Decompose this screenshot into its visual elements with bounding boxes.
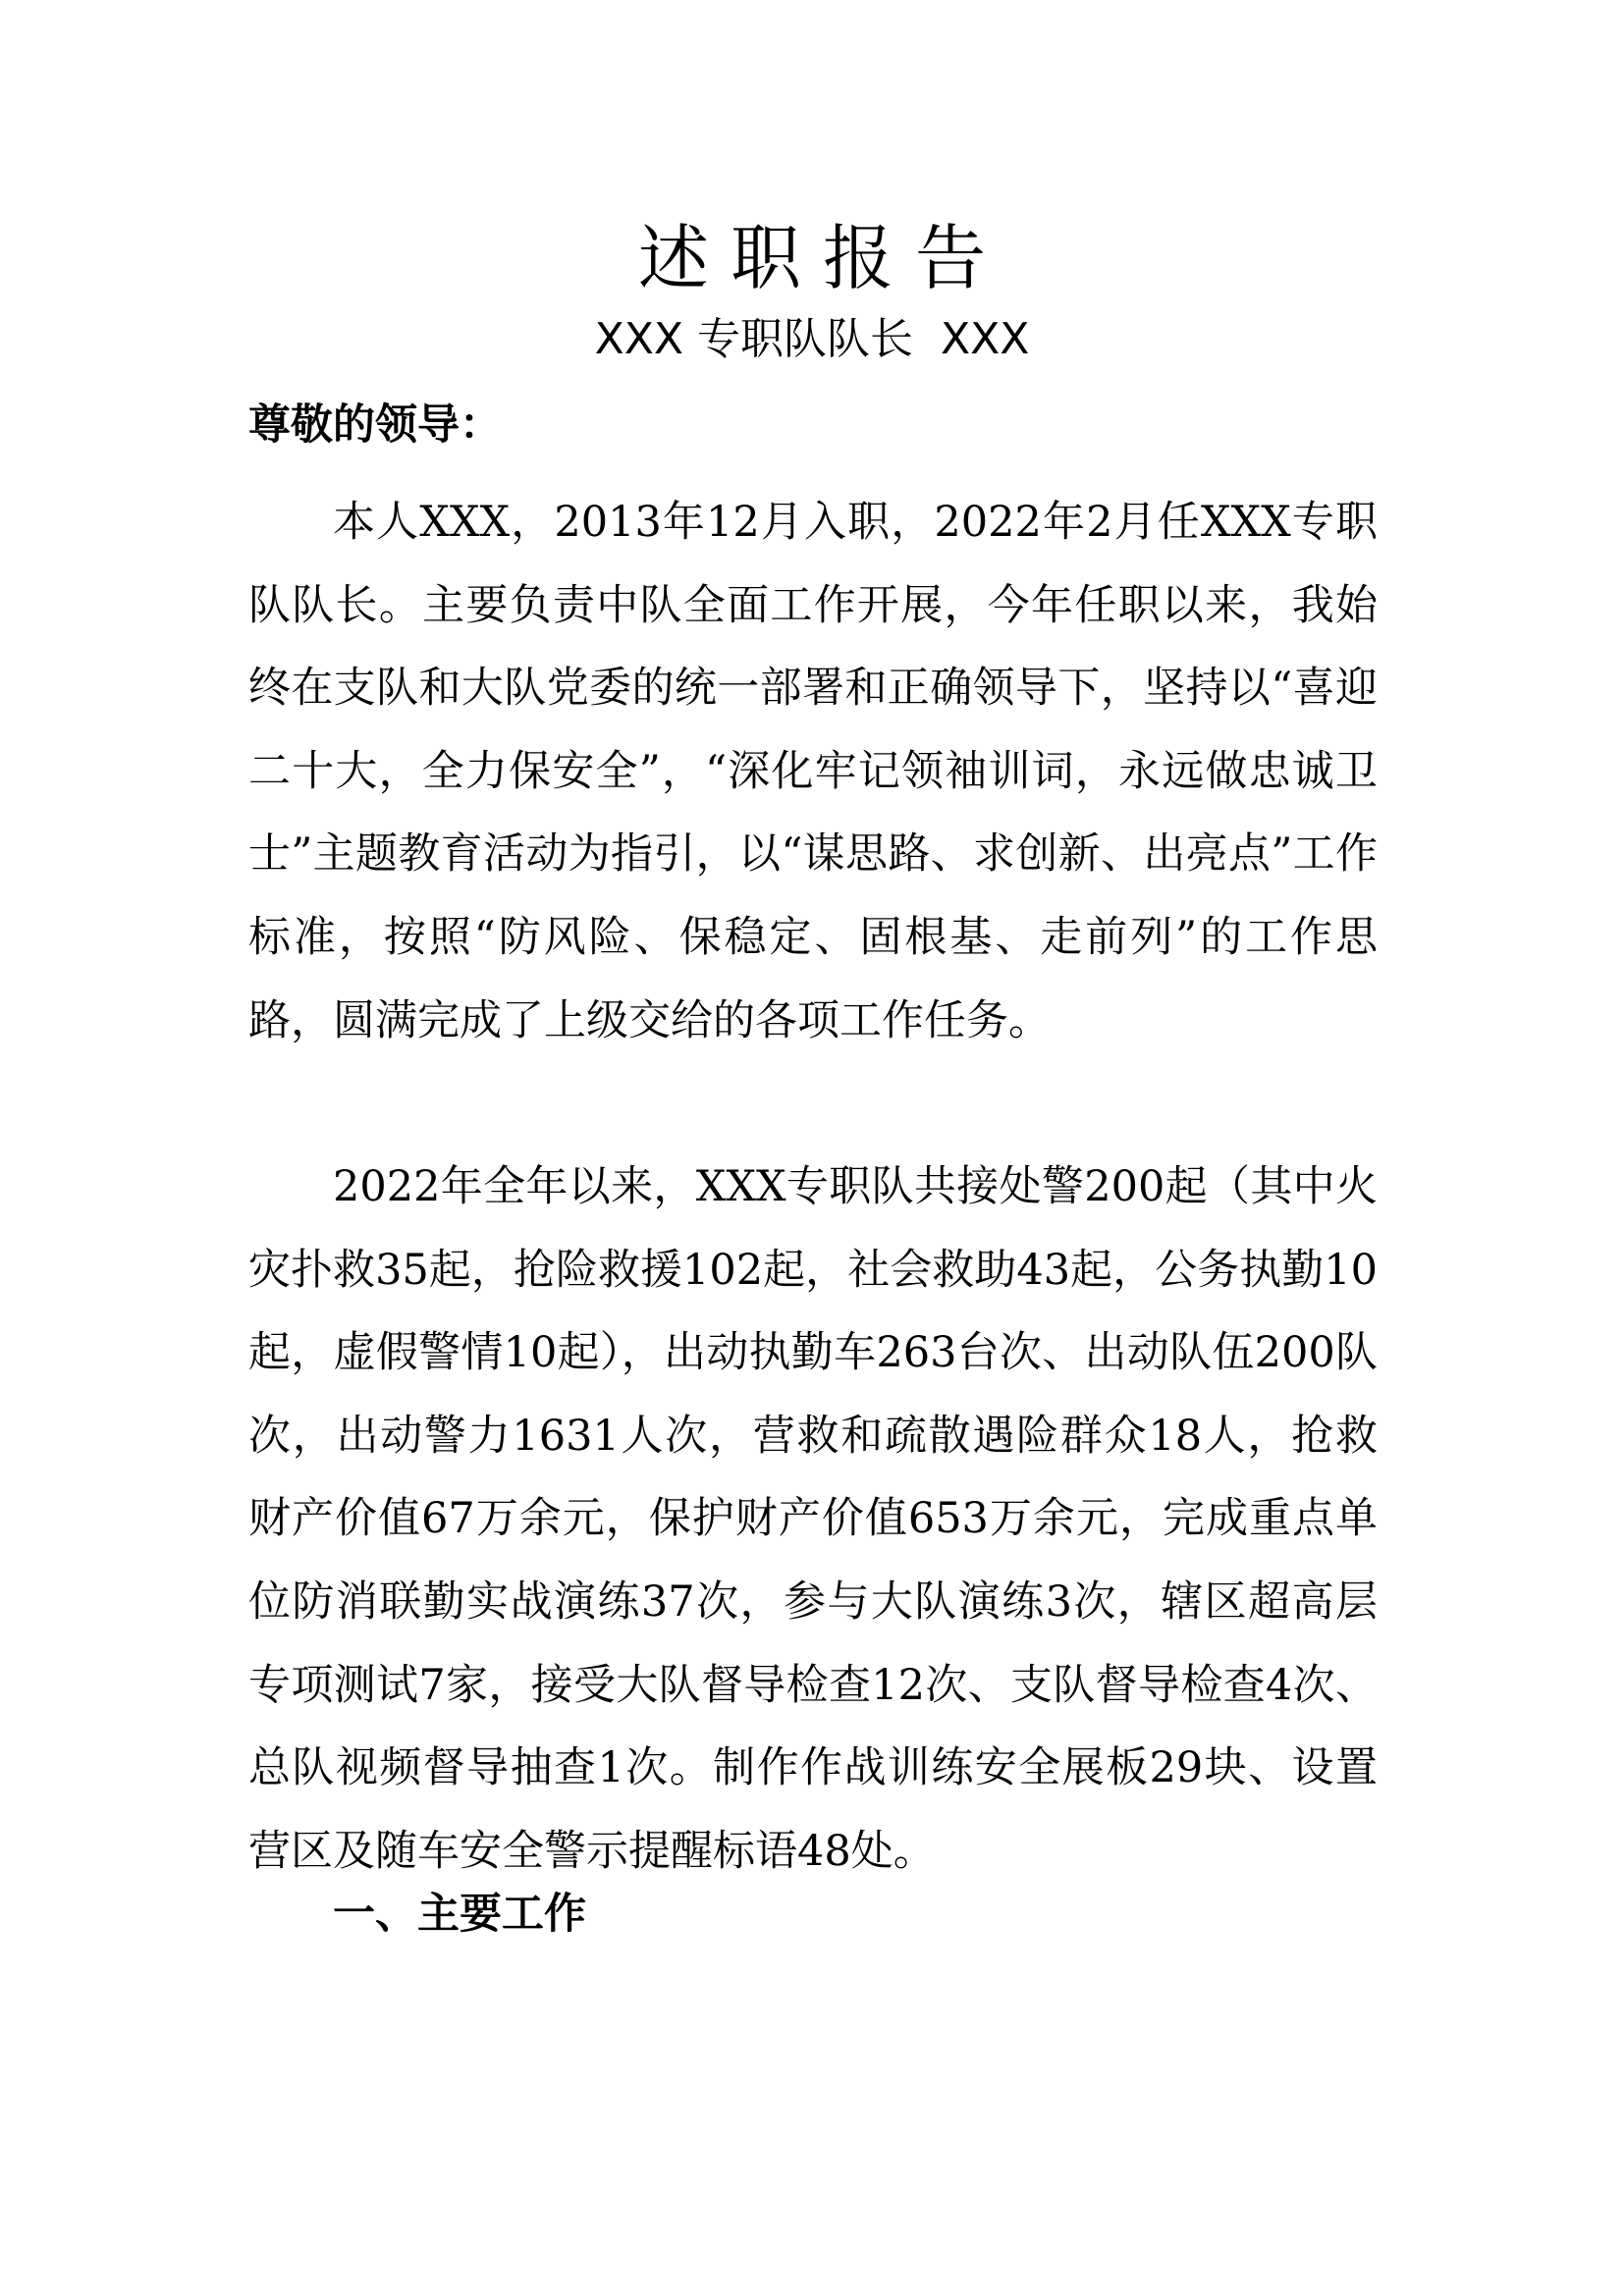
author-line: XXX 专职队队长 XXX (594, 314, 1030, 364)
paragraph-introduction: 本人XXX，2013年12月入职，2022年2月任XXX专职队队长。主要负责中队全面工作开展，今年任职以来，我始终在支队和大队党委的统一部署和正确领导下，坚持以“喜迎二十大，全力保安全”，“深化牢记领袖训词，永远做忠诚卫士”主题教育活动为指引，以“谋思路、求创新、出亮点”工作标准，按照“防风险、保稳定、固根基、走前列”的工作思路，圆满完成了上级交给的各项工作任务。 (248, 498, 1378, 1045)
paragraph-statistics: 2022年全年以来，XXX专职队共接处警200起（其中火灾扑救35起，抢险救援102起，社会救助43起，公务执勤10起，虚假警情10起），出动执勤车263台次、出动队伍200队次，出动警力1631人次，营救和疏散遇险群众18人，抢救财产价值67万余元，保护财产价值653万余元，完成重点单位防消联勤实战演练37次，参与大队演练3次，辖区超高层专项测试7家，接受大队督导检查12次、支队督导检查4次、总队视频督导抽查1次。制作作战训练安全展板29块、设置营区及随车安全警示提醒标语48处。 (248, 1162, 1378, 1876)
salutation: 尊敬的领导： (248, 400, 502, 450)
page-title: 述职报告 (637, 217, 1007, 299)
section-heading: 一、主要工作 (333, 1890, 586, 1939)
